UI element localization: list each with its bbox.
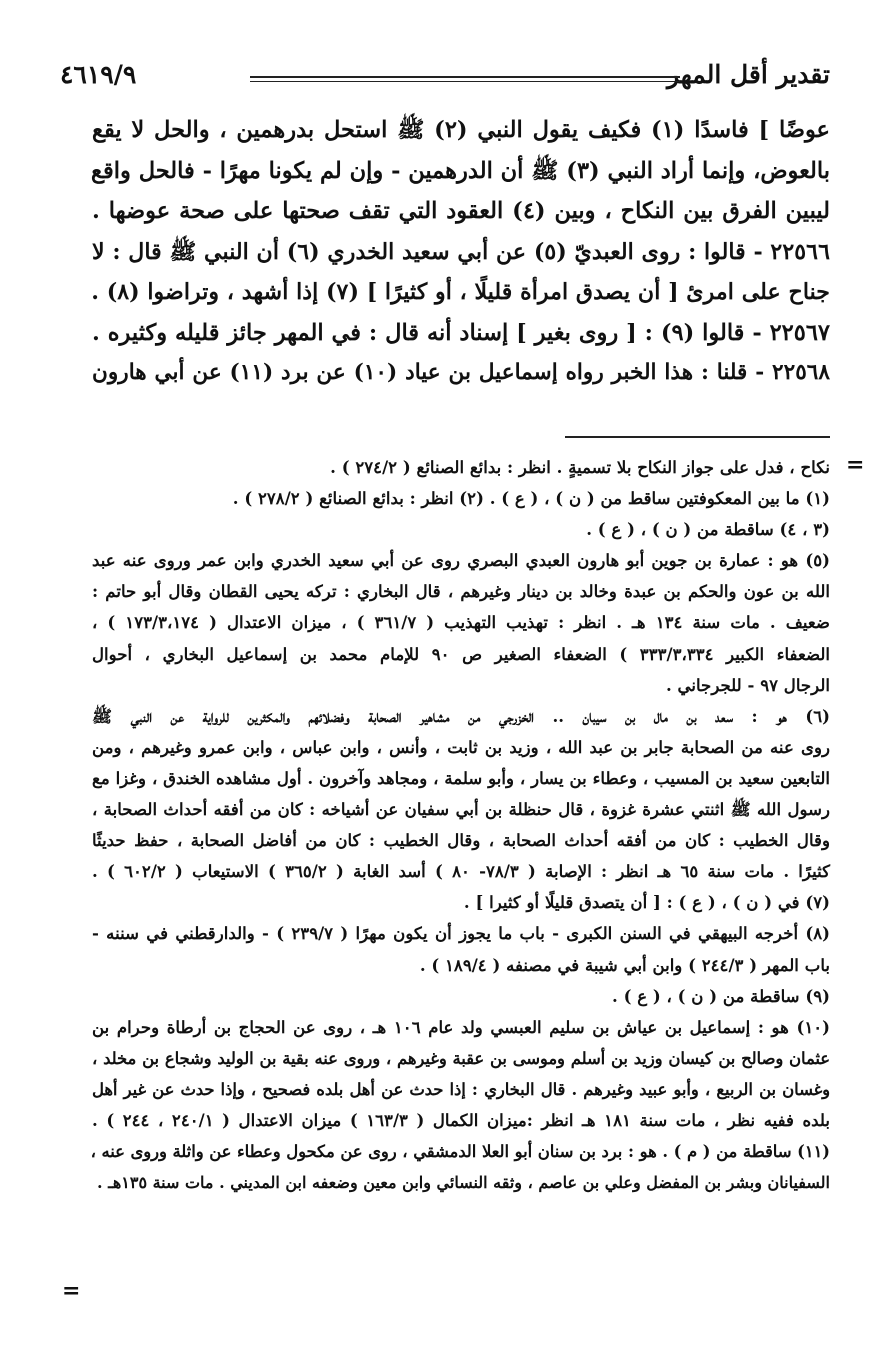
footnote-line: (٧) في ( ن ) ، ( ع ) : [ أن يتصدق قليلًا أو كثيرا ] . <box>463 892 830 913</box>
running-header <box>60 56 830 96</box>
footnote-line: (٦) هو : سعد بن مال بن سيبان .. الخزرجي من مشاهير الصحابة وفضلائهم والمكثرين للرواية عن النبي ﷺ <box>92 705 830 726</box>
page-title: تقدير أقل المهر <box>666 60 830 89</box>
main-line: ٢٢٥٦٧ - قالوا (٩) : [ روى بغير ] إسناد أنه قال : في المهر جائز قليله وكثيره . <box>92 319 831 346</box>
header-rule <box>250 76 680 82</box>
footnote-line: وغسان بن الربيع ، وأبو عبيد وغيرهم . قال البخاري : إذا حدث عن أهل بلده فصحيح ، وإذا حدث عن غير أهل <box>92 1079 830 1099</box>
footnote-line: (٣ ، ٤) ساقطة من ( ن ) ، ( ع ) . <box>586 519 830 540</box>
footnote-line: (١٠) هو : إسماعيل بن عياش بن سليم العبسي ولد عام ١٠٦ هـ ، روى عن الحجاج بن أرطاة وحرام بن <box>92 1016 830 1037</box>
page-number: ٤٦١٩/٩ <box>60 60 137 89</box>
main-line: ٢٢٥٦٨ - قلنا : هذا الخبر رواه إسماعيل بن عياد (١٠) عن برد (١١) عن أبي هارون <box>92 360 831 385</box>
footnote-line: وقال الخطيب : كان من أفقه أحداث الصحابة ، وقال الخطيب : كان من أفاضل الصحابة ، حفظ حديثًا <box>92 830 830 851</box>
main-line: عوضًا ] فاسدًا (١) فكيف يقول النبي (٢) ﷺ استحل بدرهمين ، والحل لا يقع <box>92 117 830 143</box>
main-line: ليبين الفرق بين النكاح ، وبين (٤) العقود التي تقف صحتها على صحة عوضها . <box>92 198 831 224</box>
footnote-line: الرجال ٩٧ - للجرجاني . <box>666 674 830 695</box>
footnote-line: بلده ففيه نظر ، مات سنة ١٨١ هـ انظر :ميزان الكمال ( ١٦٣/٣ ) ميزان الاعتدال ( ٢٤٠/١ ، ٢٤٤ ) . <box>92 1109 830 1130</box>
footnote-line: الله بن عون والحكم بن عبدة وخالد بن دينار وغيرهم ، قال البخاري : تركه يحيى القطان وقال أبو حاتم : <box>92 581 830 602</box>
footnote-line: روى عنه من الصحابة جابر بن عبد الله ، وزيد بن ثابت ، وأنس ، وابن عباس ، وابن عمرو وغيرهم ، ومن <box>92 736 830 757</box>
main-line: بالعوض، وإنما أراد النبي (٣) ﷺ أن الدرهمين - وإن لم يكونا مهرًا - فالحل واقع <box>91 157 830 184</box>
main-text <box>92 110 830 394</box>
main-line: ٢٢٥٦٦ - قالوا : روى العبديّ (٥) عن أبي سعيد الخدري (٦) أن النبي ﷺ قال : لا <box>91 238 830 265</box>
footnote-line: (١) ما بين المعكوفتين ساقط من ( ن ) ، ( ع ) . (٢) انظر : بدائع الصنائع ( ٢٧٨/٢ ) . <box>232 488 830 509</box>
footnote-line: عثمان وصالح بن كيسان وزيد بن أسلم وموسى بن عقبة وغيرهم ، وروى عنه بقية بن الوليد وشجاع بن مخلد ، <box>92 1048 830 1068</box>
footnote-line: كثيرًا . مات سنة ٦٥ هـ انظر : الإصابة ( ٧٨/٣- ٨٠ ) أسد الغابة ( ٣٦٥/٢ ) الاستيعاب ( ٦٠٢/٢ ) . <box>92 861 830 882</box>
footnote-line: التابعين سعيد بن المسيب ، وعطاء بن يسار ، وأبو سلمة ، ومجاهد وآخرون . أول مشاهده الخندق ، وغزا مع <box>92 767 830 788</box>
footnote-separator <box>565 436 830 438</box>
footnote-line: (٨) أخرجه البيهقي في السنن الكبرى - باب ما يجوز أن يكون مهرًا ( ٢٣٩/٧ ) - والدارقطني في سننه - <box>92 923 830 944</box>
footnote-line: ضعيف . مات سنة ١٣٤ هـ . انظر : تهذيب التهذيب ( ٣٦١/٧ ) ، ميزان الاعتدال ( ١٧٣/٣،١٧٤ ) ، <box>92 612 831 633</box>
footnote-line: نكاح ، فدل على جواز النكاح بلا تسميةٍ . انظر : بدائع الصنائع ( ٢٧٤/٢ ) . <box>330 457 830 477</box>
footnote-line: السفيانان وبشر بن المفضل وعلي بن عاصم ، وثقه النسائي وابن معين وضعفه ابن المديني . مات سنة ١٣٥هـ . <box>96 1173 830 1193</box>
main-line: جناح على امرئ [ أن يصدق امرأة قليلًا ، أو كثيرًا ] (٧) إذا أشهد ، وتراضوا (٨) . <box>91 279 830 305</box>
footnote-line: (٥) هو : عمارة بن جوين أبو هارون العبدي البصري روى عن أبي سعيد الخدري وابن عمر وروى عنه عبد <box>92 550 830 571</box>
continuation-mark-top: = <box>846 452 865 478</box>
footnote-line: رسول الله ﷺ اثنتي عشرة غزوة ، قال حنظلة بن أبي سفيان عن أشياخه : كان من أفقه أحداث الصحابة ، <box>92 799 830 820</box>
footnote-line: (١١) ساقطة من ( م ) . هو : برد بن سنان أبو العلا الدمشقي ، روى عن مكحول وعطاء عن واثلة وروى عنه ، <box>90 1142 830 1162</box>
continuation-mark-bottom: = <box>62 1278 81 1304</box>
footnote-line: باب المهر ( ٢٤٤/٣ ) وابن أبي شيبة في مصنفه ( ١٨٩/٤ ) . <box>419 954 830 975</box>
footnotes <box>92 452 830 1198</box>
footnote-line: الضعفاء الكبير ٣٣٣/٣،٣٣٤ ) الضعفاء الصغير ص ٩٠ للإمام محمد بن إسماعيل البخاري ، أحوال <box>92 643 831 664</box>
footnote-line: (٩) ساقطة من ( ن ) ، ( ع ) . <box>612 985 830 1006</box>
